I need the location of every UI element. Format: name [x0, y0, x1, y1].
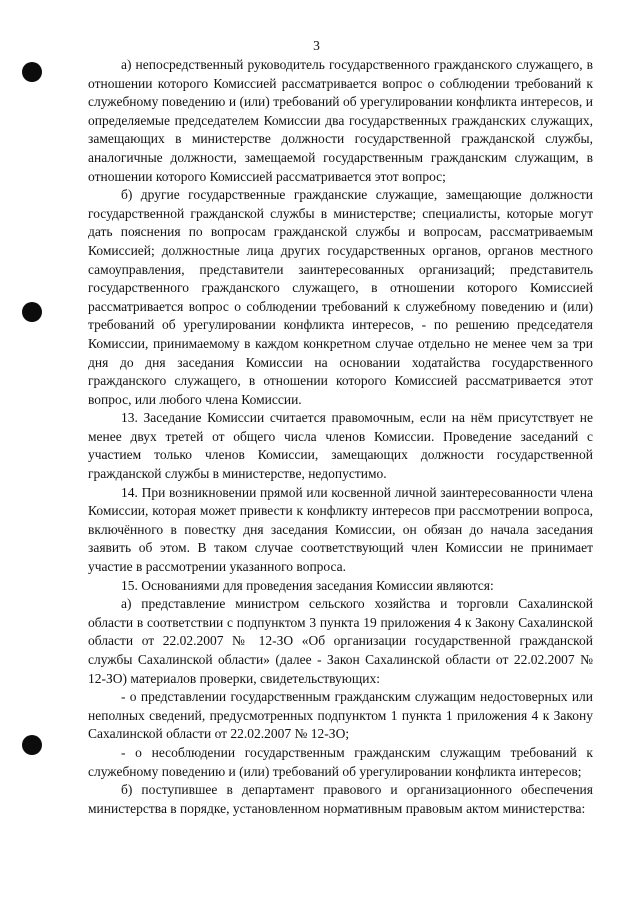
paragraph-15a: а) представление министром сельского хозяйства и торговли Сахалинской области в соответствии с подпунктом 3 пункта 19 приложения 4 к Закону Сахалинской области от 22.02.2007 № 12-ЗО «Об организации государственной гражданской службы Сахалинской области» (далее - Закон Сахалинской области от 22.02.2007 № 12-ЗО) материалов проверки, свидетельствующих:	[88, 596, 593, 686]
paragraph-12b: б) другие государственные гражданские служащие, замещающие должности государственной гражданской службы в министерстве; специалисты, которые могут дать пояснения по вопросам гражданской службы и вопросам, рассматриваемым Комиссией; должностные лица других государственных органов, органов местного самоуправления, представители заинтересованных организаций; представитель государственного гражданского служащего, в отношении которого Комиссией рассматривается вопрос о соблюдении требований к служебному поведению и (или) требований об урегулировании конфликта интересов, - по решению председателя Комиссии, принимаемому в каждом конкретном случае отдельно не менее чем за три дня до дня заседания Комиссии на основании ходатайства государственного гражданского служащего, в отношении которого Комиссией рассматривается этот вопрос, или любого члена Комиссии.	[88, 187, 593, 407]
punch-hole	[22, 735, 42, 755]
paragraph-15: 15. Основаниями для проведения заседания Комиссии являются:	[121, 577, 494, 593]
paragraph-14: 14. При возникновении прямой или косвенной личной заинтересованности члена Комиссии, которая может привести к конфликту интересов при рассмотрении вопроса, включённого в повестку дня заседания Комиссии, он обязан до начала заседания заявить об этом. В таком случае соответствующий член Комиссии не принимает участие в рассмотрении указанного вопроса.	[88, 484, 593, 575]
punch-hole	[22, 62, 42, 82]
paragraph-15a-item-2: - о несоблюдении государственным гражданским служащим требований к служебному поведению и (или) требований об урегулировании конфликта интересов;	[88, 744, 593, 779]
paragraph-12a: а) непосредственный руководитель государственного гражданского служащего, в отношении которого Комиссией рассматривается вопрос о соблюдении требований к служебному поведению и (или) требований об урегулировании конфликта интересов, и определяемые председателем Комиссии два государственных гражданских служащих, замещающих в министерстве должности государственной гражданской службы, аналогичные должности, замещаемой государственным гражданским служащим, в отношении которого Комиссией рассматривается этот вопрос;	[88, 57, 593, 184]
document-body	[88, 56, 593, 818]
paragraph-15b: б) поступившее в департамент правового и организационного обеспечения министерства в порядке, установленном нормативным правовым актом министерства:	[88, 782, 593, 816]
paragraph-15a-item-1: - о представлении государственным гражданским служащим недостоверных или неполных сведений, предусмотренных подпунктом 1 пункта 1 приложения 4 к Закону Сахалинской области от 22.02.2007 № 12-ЗО;	[88, 689, 593, 742]
punch-hole	[22, 302, 42, 322]
paragraph-13: 13. Заседание Комиссии считается правомочным, если на нём присутствует не менее двух третей от общего числа членов Комиссии. Проведение заседаний с участием только членов Комиссии, замещающих должности государственной гражданской службы в министерстве, недопустимо.	[88, 410, 593, 482]
page-number: 3	[313, 38, 320, 53]
